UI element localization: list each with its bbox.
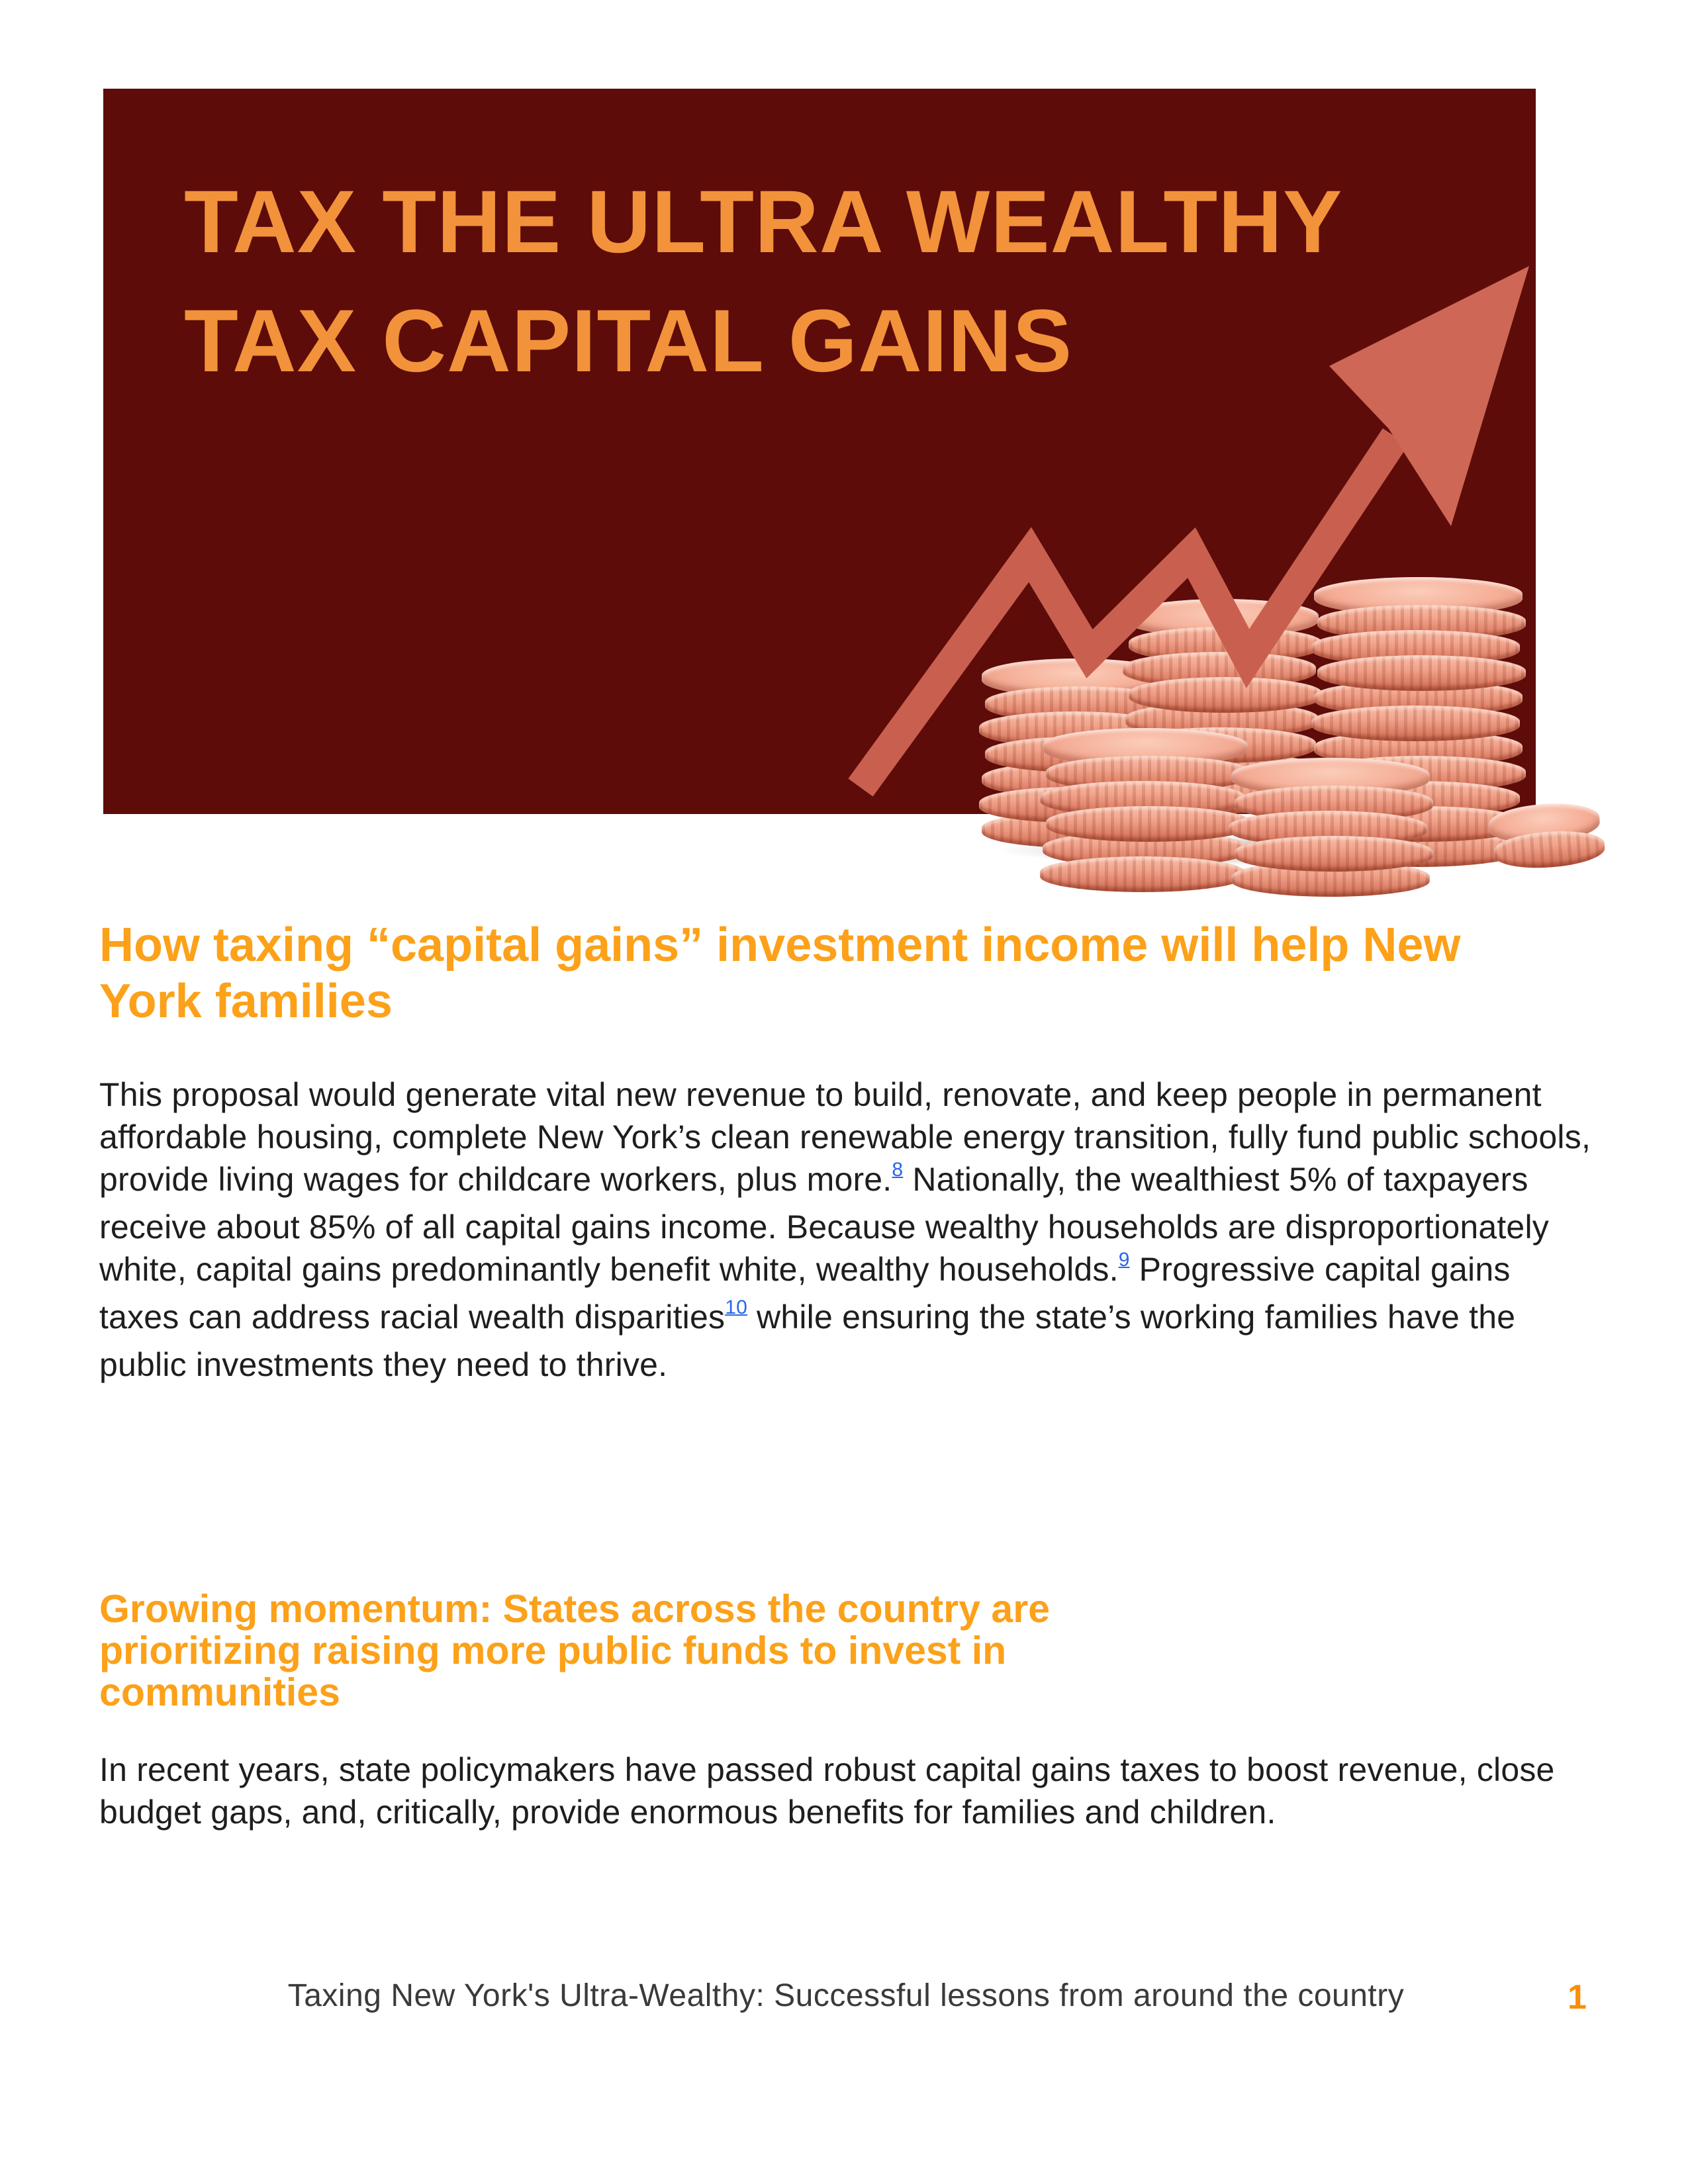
intro-paragraph-part-4: while ensuring the state’s working families have the public investments they need to thrive. [99, 1298, 1516, 1383]
intro-paragraph-part-1: This proposal would generate vital new revenue to build, renovate, and keep people in permanent affordable housing, complete New York’s clean renewable energy transition, fully fund public schools, provide living wages for childcare workers, plus more. [99, 1076, 1591, 1198]
intro-paragraph [99, 1073, 1593, 1386]
banner-title-line-1: TAX THE ULTRA WEALTHY [184, 173, 1343, 271]
page-number: 1 [1568, 1978, 1587, 2017]
section-2-heading: Growing momentum: States across the country are prioritizing raising more public funds to invest in communities [99, 1587, 1050, 1714]
intro-paragraph-part-2: Nationally, the wealthiest 5% of taxpayers receive about 85% of all capital gains income. Because wealthy households are disproportionately white, capital gains predominantly benefit white, wealthy households. [99, 1161, 1549, 1288]
footnote-link-9[interactable]: 9 [1118, 1249, 1130, 1271]
banner-title-line-2: TAX CAPITAL GAINS [184, 292, 1073, 390]
footer-text: Taxing New York's Ultra-Wealthy: Successful lessons from around the country [287, 1978, 1405, 2013]
intro-paragraph-part-3: Progressive capital gains taxes can address racial wealth disparities [99, 1251, 1511, 1336]
momentum-paragraph: In recent years, state policymakers have passed robust capital gains taxes to boost revenue, close budget gaps, and, critically, provide enormous benefits for families and children. [99, 1751, 1555, 1831]
section-1-heading: How taxing “capital gains” investment income will help New York families [99, 919, 1461, 1028]
footnote-link-8[interactable]: 8 [892, 1159, 904, 1181]
footnote-link-10[interactable]: 10 [725, 1297, 747, 1318]
trend-arrow-icon [814, 225, 1602, 874]
